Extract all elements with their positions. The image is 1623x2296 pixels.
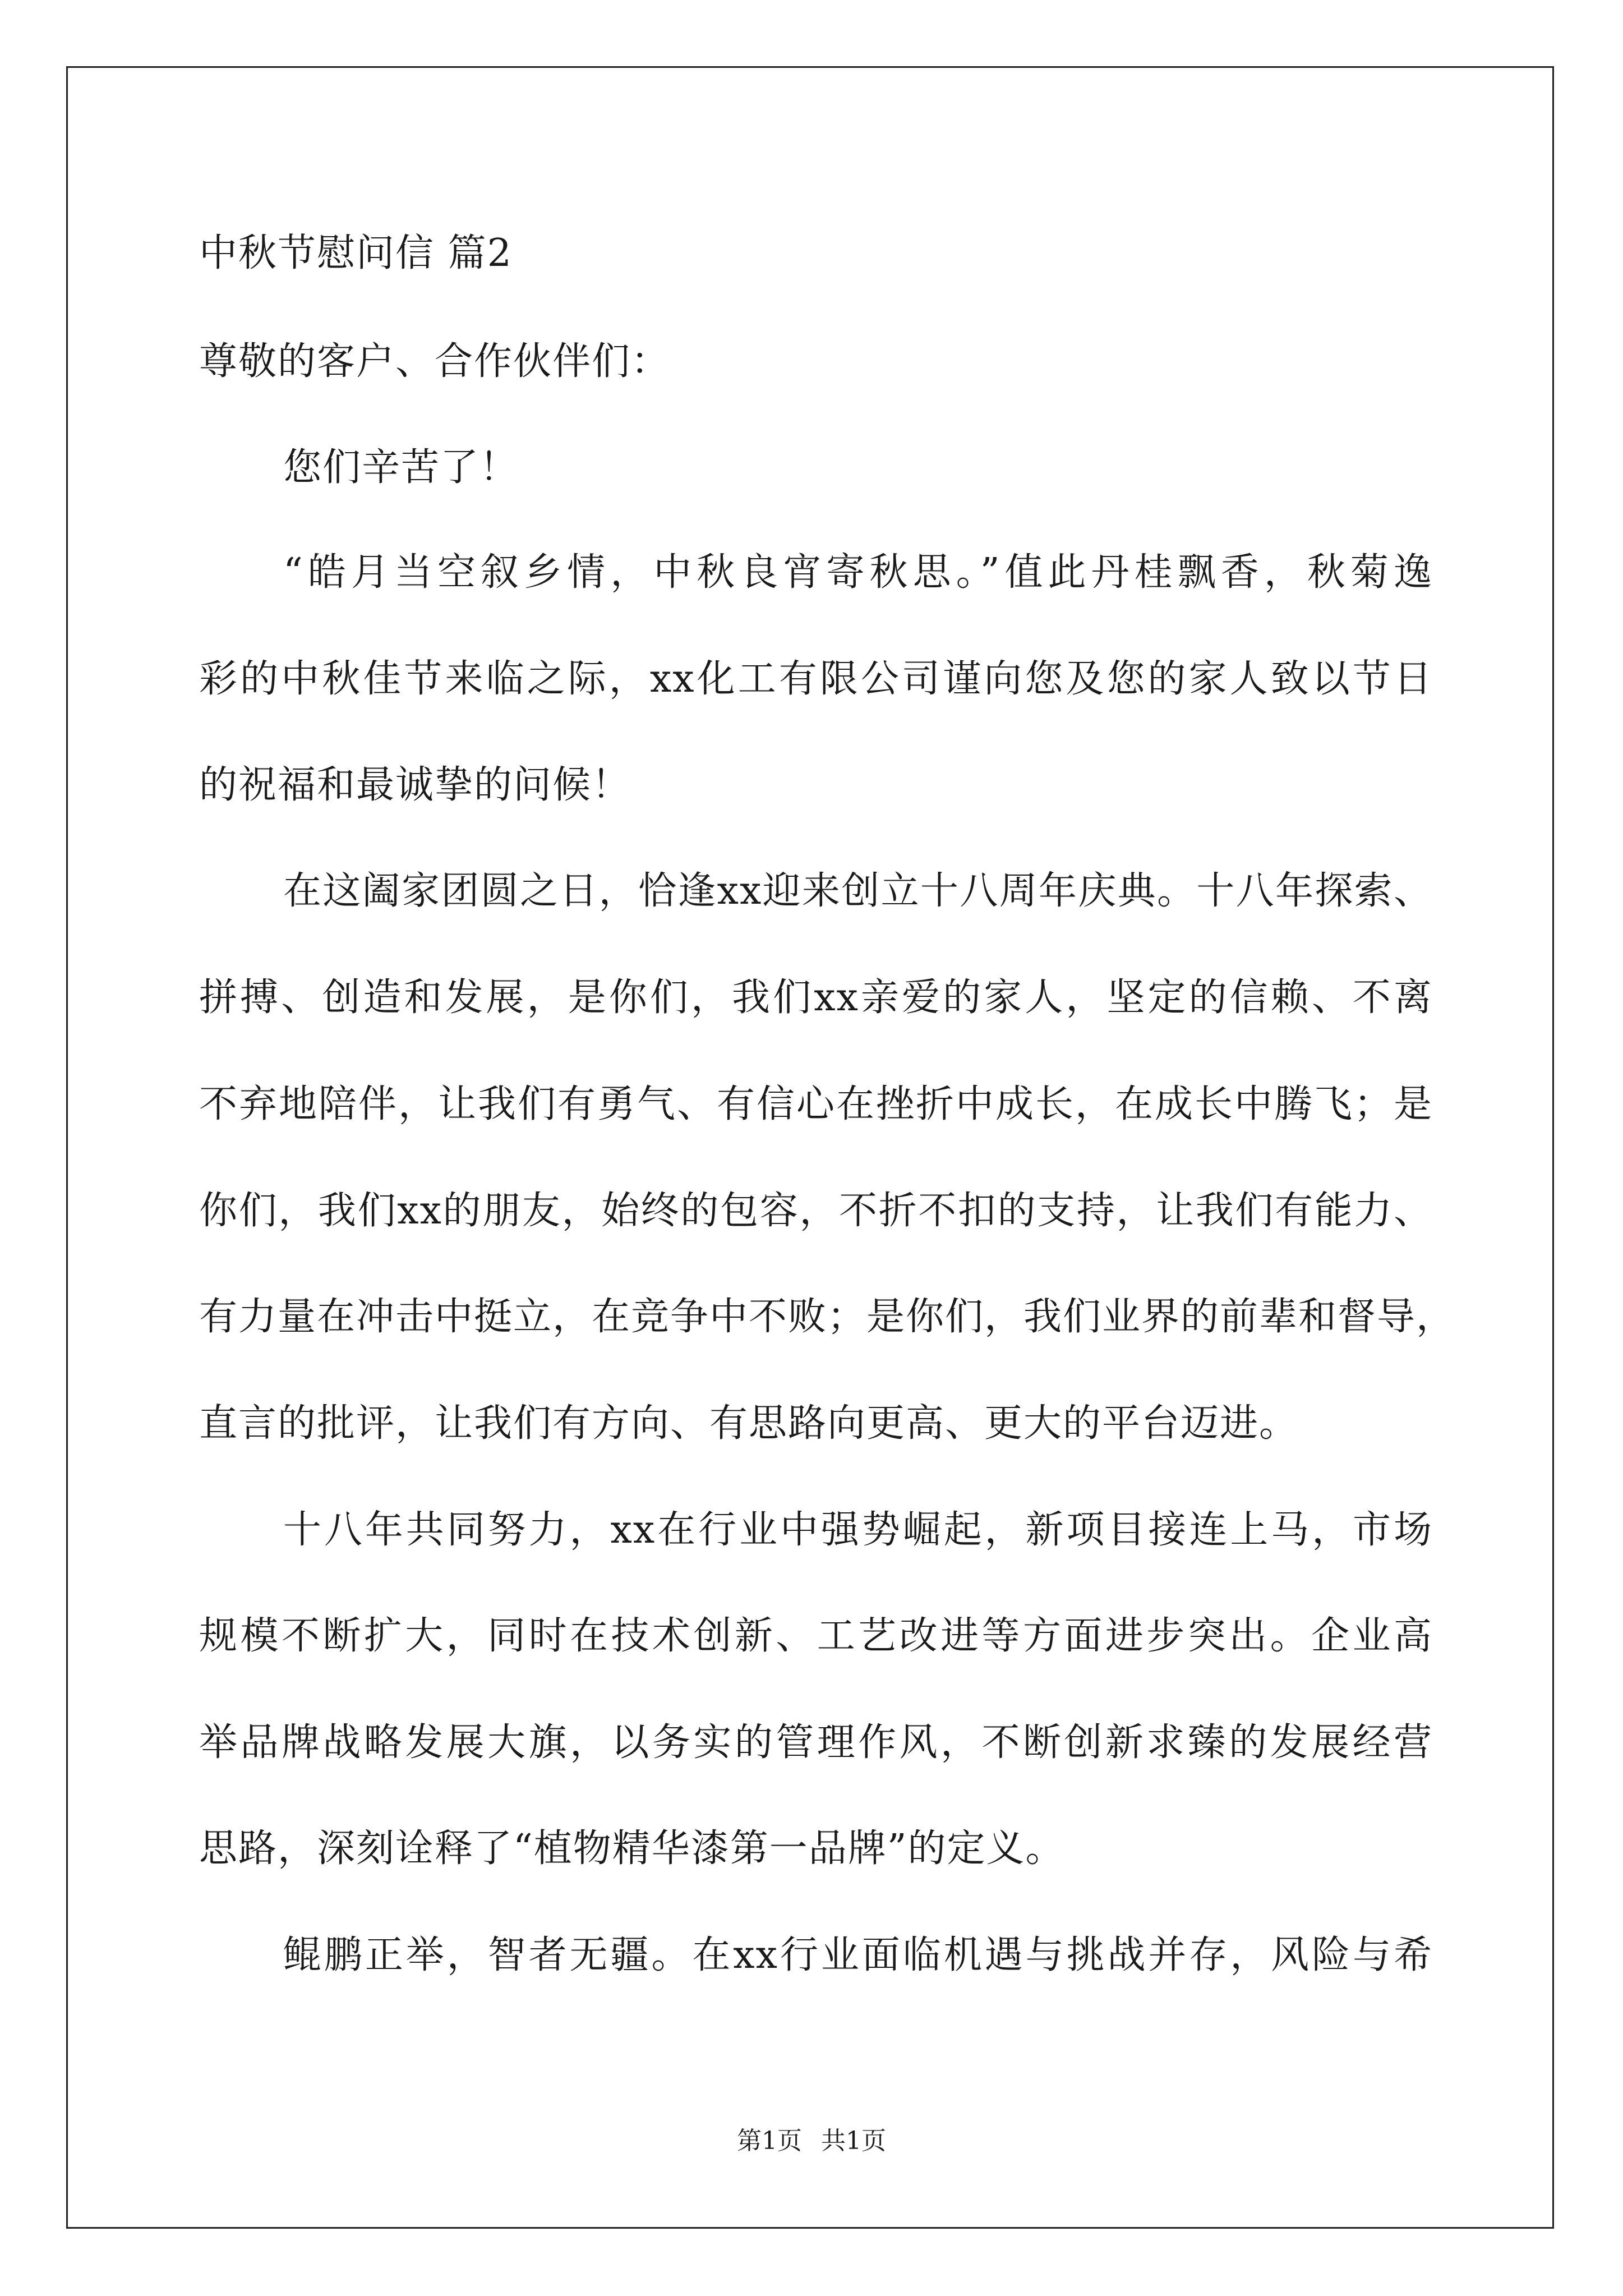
page-number: 第1页 <box>737 2127 802 2155</box>
paragraph-line: 彩的中秋佳节来临之际，xx化工有限公司谨向您及您的家人致以节日 <box>199 657 1433 701</box>
paragraph-line: 拼搏、创造和发展，是你们，我们xx亲爱的家人，坚定的信赖、不离 <box>199 976 1433 1020</box>
page-border <box>66 66 1554 2229</box>
paragraph-line: 你们，我们xx的朋友，始终的包容，不折不扣的支持，让我们有能力、 <box>199 1189 1433 1233</box>
document-title: 中秋节慰问信 篇2 <box>199 231 513 275</box>
greeting: 您们辛苦了！ <box>283 445 519 490</box>
salutation: 尊敬的客户、合作伙伴们： <box>199 339 671 384</box>
paragraph-line: 有力量在冲击中挺立，在竞争中不败；是你们，我们业界的前辈和督导， <box>199 1295 1456 1339</box>
paragraph-line: 直言的批评，让我们有方向、有思路向更高、更大的平台迈进。 <box>199 1401 1299 1446</box>
paragraph-line: 十八年共同努力，xx在行业中强势崛起，新项目接连上马，市场 <box>283 1508 1433 1552</box>
paragraph-line: “皓月当空叙乡情，中秋良宵寄秋思。”值此丹桂飘香，秋菊逸 <box>283 550 1433 595</box>
paragraph-line: 鲲鹏正举，智者无疆。在xx行业面临机遇与挑战并存，风险与希 <box>283 1933 1433 1977</box>
paragraph-line: 不弃地陪伴，让我们有勇气、有信心在挫折中成长，在成长中腾飞；是 <box>199 1082 1433 1126</box>
page-total: 共1页 <box>821 2127 886 2155</box>
paragraph-line: 的祝福和最诚挚的问候！ <box>199 763 631 807</box>
page-footer <box>0 2129 1623 2154</box>
paragraph-line: 在这阖家团圆之日，恰逢xx迎来创立十八周年庆典。十八年探索、 <box>283 869 1433 913</box>
paragraph-line: 思路，深刻诠释了“植物精华漆第一品牌”的定义。 <box>199 1826 1065 1871</box>
paragraph-line: 规模不断扩大，同时在技术创新、工艺改进等方面进步突出。企业高 <box>199 1614 1433 1658</box>
paragraph-line: 举品牌战略发展大旗，以务实的管理作风，不断创新求臻的发展经营 <box>199 1720 1433 1765</box>
